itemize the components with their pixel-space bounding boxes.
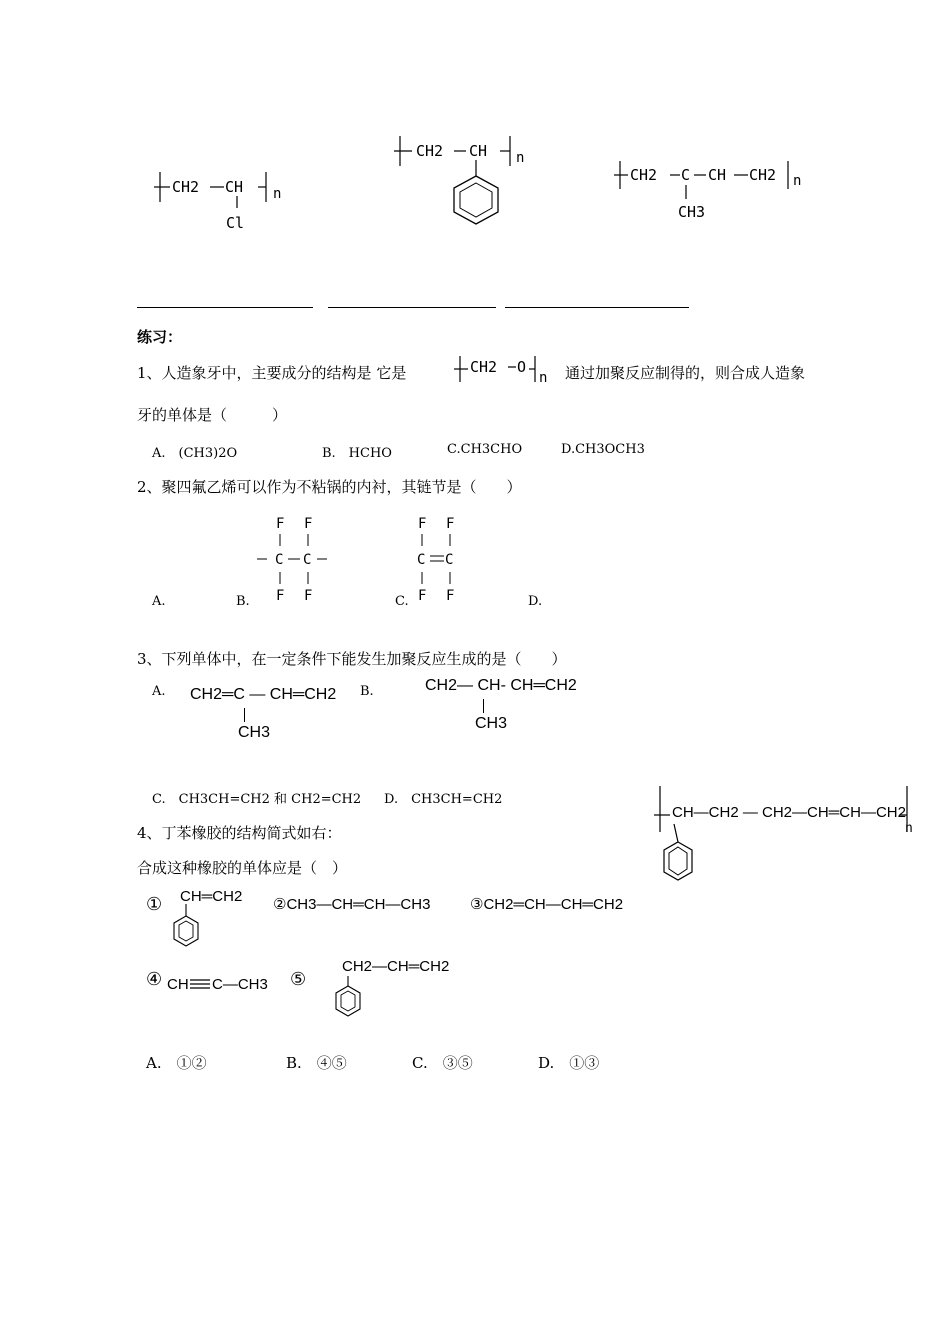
polymer-pvc xyxy=(140,160,310,240)
q2-structure-2 xyxy=(410,512,480,604)
q4-option-b[interactable]: B. ④⑤ xyxy=(286,1054,347,1072)
svg-text:C: C xyxy=(303,552,312,568)
q1-formula-o: O xyxy=(517,358,527,376)
svg-text:F: F xyxy=(304,516,313,532)
p3-c: C xyxy=(681,166,691,184)
q2-option-c[interactable]: C. xyxy=(395,594,409,609)
q1-formula-n: n xyxy=(539,370,548,386)
q2-option-a[interactable]: A. xyxy=(152,594,166,609)
q2-text: 2、聚四氟乙烯可以作为不粘锅的内衬，其链节是（ ） xyxy=(137,478,522,496)
q1-formula-ch2: CH2 xyxy=(470,358,498,376)
q3-b-main: CH2— CH- CH═CH2 xyxy=(425,677,577,694)
q3-option-a[interactable]: A. xyxy=(152,684,166,699)
q4-text2: 合成这种橡胶的单体应是（ ） xyxy=(137,859,348,877)
q3-option-d[interactable]: D. CH3CH=CH2 xyxy=(384,792,503,807)
q4-m4a: CH xyxy=(167,976,189,993)
q3-a-main: CH2═C — CH═CH2 xyxy=(190,686,337,703)
q1-formula xyxy=(452,350,562,390)
q4-rubber-structure xyxy=(652,782,918,908)
q3-option-c[interactable]: C. CH3CH=CH2 和 CH2=CH2 xyxy=(152,792,362,807)
q4-option-a[interactable]: A. ①② xyxy=(146,1054,207,1072)
svg-text:F: F xyxy=(276,516,285,532)
q4-text: 4、丁苯橡胶的结构简式如右： xyxy=(137,824,342,842)
polymer-three xyxy=(608,155,818,225)
q2-structure-1 xyxy=(252,512,342,604)
p3-ch3: CH3 xyxy=(678,203,706,221)
q4-m4-triple-bond xyxy=(190,978,212,992)
q1-text-b: 通过加聚反应制得的，则合成人造象 xyxy=(565,364,806,382)
answer-blank-1[interactable] xyxy=(137,307,313,308)
pvc-cl: Cl xyxy=(226,214,245,232)
q4-option-d[interactable]: D. ①③ xyxy=(538,1054,600,1072)
q4-option-c[interactable]: C. ③⑤ xyxy=(412,1054,473,1072)
q3-b-sub: CH3 xyxy=(475,715,508,732)
p3-n: n xyxy=(793,173,802,189)
pvc-n: n xyxy=(273,186,282,202)
q4-m1: CH═CH2 xyxy=(180,888,243,905)
pvc-ch: CH xyxy=(225,178,244,196)
q4-rubber-n: n xyxy=(905,821,913,836)
ps-n: n xyxy=(516,150,525,166)
q1-option-b[interactable]: B. HCHO xyxy=(322,446,392,461)
svg-text:F: F xyxy=(276,588,285,604)
q4-rubber-formula: CH—CH2 — CH2—CH═CH—CH2 xyxy=(672,804,906,821)
svg-text:F: F xyxy=(418,588,427,604)
q1-option-a[interactable]: A. (CH3)2O xyxy=(152,446,238,461)
ps-ch2: CH2 xyxy=(416,142,444,160)
pvc-ch2: CH2 xyxy=(172,178,200,196)
p3-ch2a: CH2 xyxy=(630,166,658,184)
svg-text:C: C xyxy=(417,552,426,568)
ps-ch: CH xyxy=(469,142,488,160)
q2-option-d[interactable]: D. xyxy=(528,594,543,609)
answer-blank-3[interactable] xyxy=(505,307,689,308)
q3-b-bond xyxy=(483,699,484,713)
svg-text:C: C xyxy=(445,552,454,568)
q3-option-b[interactable]: B. xyxy=(360,684,374,699)
q1-text-a: 1、人造象牙中，主要成分的结构是 它是 xyxy=(137,364,407,382)
svg-text:F: F xyxy=(418,516,427,532)
q3-text: 3、下列单体中，在一定条件下能发生加聚反应生成的是（ ） xyxy=(137,650,567,668)
q4-m2: ②CH3—CH═CH—CH3 xyxy=(273,896,431,913)
q4-m1-ring xyxy=(168,904,208,954)
polymer-polystyrene xyxy=(390,130,550,235)
answer-blank-2[interactable] xyxy=(328,307,496,308)
p3-ch2b: CH2 xyxy=(749,166,777,184)
q4-m1-num: ① xyxy=(146,894,163,914)
q3-a-bond xyxy=(244,708,245,722)
svg-text:F: F xyxy=(304,588,313,604)
svg-text:F: F xyxy=(446,516,455,532)
svg-text:C: C xyxy=(275,552,284,568)
svg-text:F: F xyxy=(446,588,455,604)
p3-ch: CH xyxy=(708,166,727,184)
q4-m5-num: ⑤ xyxy=(290,969,307,989)
q3-a-sub: CH3 xyxy=(238,724,271,741)
section-title: 练习： xyxy=(137,328,183,346)
q4-m4b: C—CH3 xyxy=(212,976,268,993)
q4-m3: ③CH2═CH—CH═CH2 xyxy=(470,896,624,913)
q2-option-b[interactable]: B. xyxy=(236,594,250,609)
q1-text-c: 牙的单体是（ ） xyxy=(137,406,288,424)
benzene-ring-icon xyxy=(664,842,692,880)
q4-m4-num: ④ xyxy=(146,969,163,989)
q1-option-c[interactable]: C.CH3CHO xyxy=(447,442,523,457)
q4-m5-ring xyxy=(330,976,370,1026)
q1-option-d[interactable]: D.CH3OCH3 xyxy=(561,442,645,457)
q4-m5: CH2—CH═CH2 xyxy=(342,958,450,975)
